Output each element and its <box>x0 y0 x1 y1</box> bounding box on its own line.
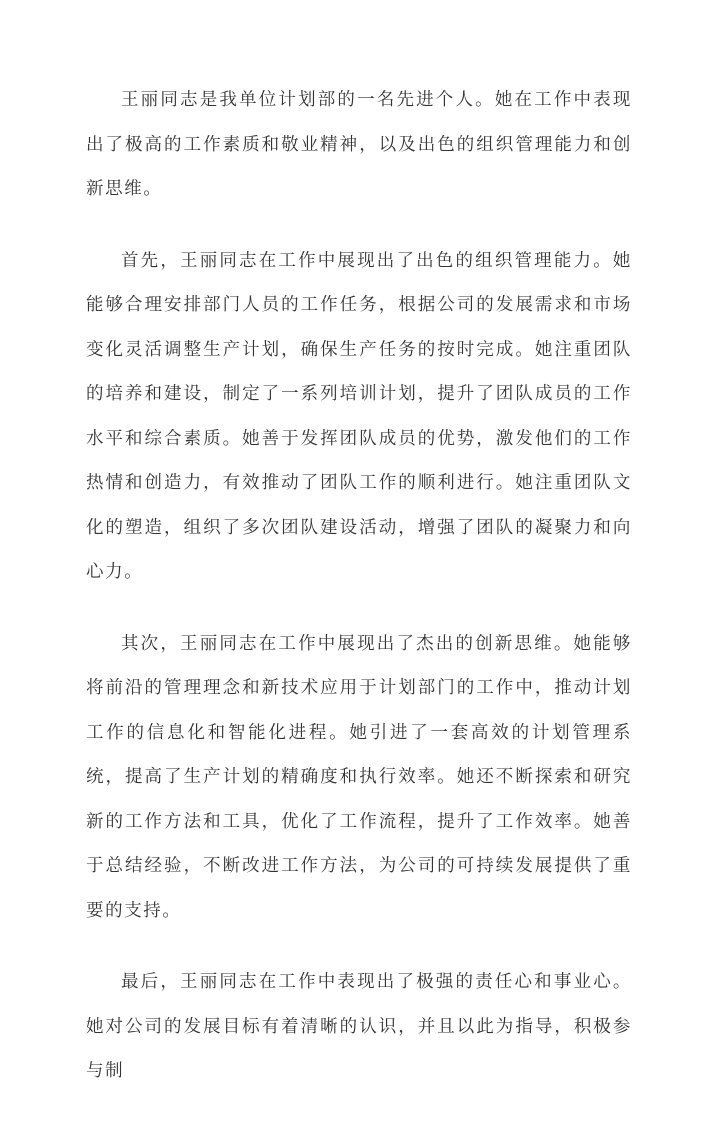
document-body <box>86 78 632 1121</box>
paragraph-responsibility: 最后，王丽同志在工作中表现出了极强的责任心和事业心。她对公司的发展目标有着清晰的认识，并且以此为指导，积极参与制 <box>86 972 632 1081</box>
paragraph-innovation: 其次，王丽同志在工作中展现出了杰出的创新思维。她能够将前沿的管理理念和新技术应用于计划部门的工作中，推动计划工作的信息化和智能化进程。她引进了一套高效的计划管理系统，提高了生产计划的精确度和执行效率。她还不断探索和研究新的工作方法和工具，优化了工作流程，提升了工作效率。她善于总结经验，不断改进工作方法，为公司的可持续发展提供了重要的支持。 <box>86 633 632 921</box>
paragraph-organization: 首先，王丽同志在工作中展现出了出色的组织管理能力。她能够合理安排部门人员的工作任务，根据公司的发展需求和市场变化灵活调整生产计划，确保生产任务的按时完成。她注重团队的培养和建设，制定了一系列培训计划，提升了团队成员的工作水平和综合素质。她善于发挥团队成员的优势，激发他们的工作热情和创造力，有效推动了团队工作的顺利进行。她注重团队文化的塑造，组织了多次团队建设活动，增强了团队的凝聚力和向心力。 <box>86 250 632 582</box>
paragraph-intro: 王丽同志是我单位计划部的一名先进个人。她在工作中表现出了极高的工作素质和敬业精神，以及出色的组织管理能力和创新思维。 <box>86 90 632 199</box>
